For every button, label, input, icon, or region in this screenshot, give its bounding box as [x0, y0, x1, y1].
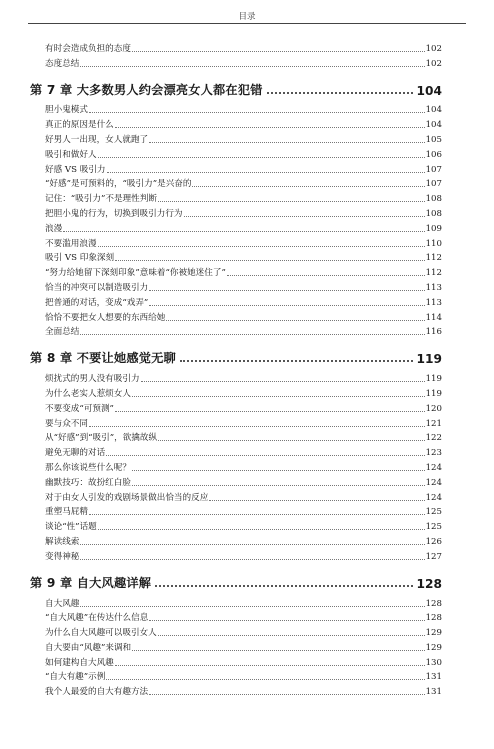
entry-title: 幽默技巧：故扮红白脸 [45, 477, 131, 488]
dot-leader [132, 470, 425, 471]
dot-leader [115, 260, 424, 261]
chapter-heading[interactable] [30, 563, 442, 595]
dot-leader [80, 544, 424, 545]
entry-title: 那么你该说些什么呢？ [45, 462, 131, 473]
toc-entry[interactable] [30, 161, 442, 176]
entry-page-number: 124 [425, 477, 442, 488]
toc-entry[interactable] [30, 190, 442, 205]
toc-entry[interactable] [30, 220, 442, 235]
dot-leader [89, 112, 425, 113]
entry-title: 浪漫 [45, 223, 63, 234]
dot-leader [132, 51, 425, 52]
entry-title: 记住：“吸引力”不是理性判断 [45, 194, 157, 205]
entry-title: 从“好感”到“吸引”，欲擒故纵 [45, 433, 158, 444]
entry-page-number: 124 [425, 492, 442, 503]
dot-leader [149, 620, 424, 621]
toc-entry[interactable] [30, 654, 442, 669]
entry-page-number: 120 [425, 403, 442, 414]
entry-page-number: 126 [425, 536, 442, 547]
dot-leader [80, 334, 424, 335]
dot-leader [115, 411, 425, 412]
toc-entry[interactable] [30, 669, 442, 684]
entry-title: 吸引和做好人 [45, 149, 97, 160]
dot-leader [106, 455, 424, 456]
dot-leader [80, 66, 424, 67]
entry-title: “努力给她留下深刻印象”意味着“你被她迷住了” [45, 268, 226, 279]
dot-leader [149, 305, 424, 306]
toc-entry[interactable] [30, 131, 442, 146]
entry-page-number: 106 [425, 149, 442, 160]
dot-leader [155, 585, 412, 587]
entry-page-number: 107 [425, 164, 442, 175]
entry-page-number: 108 [425, 194, 442, 205]
chapter-heading[interactable] [30, 338, 442, 370]
dot-leader [115, 665, 425, 666]
toc-entry[interactable] [30, 683, 442, 698]
entry-page-number: 113 [425, 282, 442, 293]
toc-entry[interactable] [30, 205, 442, 220]
dot-leader [80, 559, 424, 560]
chapter-title: 第 9 章 自大风趣详解 [30, 575, 152, 590]
dot-leader [158, 440, 424, 441]
entry-title: 解读线索 [45, 536, 80, 547]
running-header: 目录 [238, 12, 256, 22]
entry-title: 避免无聊的对话 [45, 448, 106, 459]
entry-title: 把普通的对话，变成“戏弄” [45, 297, 149, 308]
dot-leader [209, 500, 424, 501]
entry-title: 我个人最爱的自大有趣方法 [45, 687, 149, 698]
toc-entry[interactable] [30, 324, 442, 339]
toc-entry[interactable] [30, 40, 442, 55]
entry-page-number: 116 [425, 327, 442, 338]
dot-leader [132, 485, 425, 486]
toc-entry[interactable] [30, 548, 442, 563]
entry-page-number: 125 [425, 507, 442, 518]
entry-title: 要与众不同 [45, 418, 88, 429]
dot-leader [149, 142, 424, 143]
chapter-page-number: 119 [416, 352, 442, 367]
toc-entry[interactable] [30, 55, 442, 70]
entry-page-number: 109 [425, 223, 442, 234]
dot-leader [98, 157, 425, 158]
entry-page-number: 108 [425, 208, 442, 219]
toc-entry[interactable] [30, 444, 442, 459]
toc-entry[interactable] [30, 489, 442, 504]
entry-title: 对于由女人引发的戏剧场景做出恰当的反应 [45, 492, 209, 503]
entry-title: 为什么自大风趣可以吸引女人 [45, 628, 157, 639]
entry-title: 全面总结 [45, 327, 80, 338]
toc-entry[interactable] [30, 595, 442, 610]
toc-entry[interactable] [30, 235, 442, 250]
entry-title: 重塑马屁精 [45, 507, 88, 518]
dot-leader [98, 246, 425, 247]
dot-leader [80, 606, 424, 607]
chapter-page-number: 128 [416, 576, 442, 591]
entry-title: “自大风趣”在传达什么信息 [45, 613, 149, 624]
entry-page-number: 102 [425, 43, 442, 54]
entry-page-number: 124 [425, 462, 442, 473]
toc-entry[interactable] [30, 533, 442, 548]
entry-title: 不要滥用浪漫 [45, 238, 97, 249]
dot-leader [149, 290, 424, 291]
entry-page-number: 129 [425, 628, 442, 639]
dot-leader [267, 92, 413, 94]
dot-leader [89, 514, 425, 515]
toc-entry[interactable] [30, 294, 442, 309]
entry-page-number: 128 [425, 613, 442, 624]
toc-entry[interactable] [30, 279, 442, 294]
dot-leader [166, 320, 424, 321]
chapter-title: 第 8 章 不要让她感觉无聊 [30, 351, 176, 366]
toc-entry[interactable] [30, 146, 442, 161]
toc-entry[interactable] [30, 430, 442, 445]
toc-entry[interactable] [30, 116, 442, 131]
dot-leader [180, 360, 413, 362]
entry-title: 好感 VS 吸引力 [45, 164, 106, 175]
toc-entry[interactable] [30, 176, 442, 191]
toc-entry[interactable] [30, 102, 442, 117]
entry-page-number: 127 [425, 551, 442, 562]
header-rule [28, 23, 466, 24]
dot-leader [132, 650, 424, 651]
toc-entry[interactable] [30, 415, 442, 430]
toc-entry[interactable] [30, 610, 442, 625]
toc-entry[interactable] [30, 385, 442, 400]
entry-title: 恰恰不要把女人想要的东西给她 [45, 312, 166, 323]
toc-entry[interactable] [30, 624, 442, 639]
toc-entry[interactable] [30, 474, 442, 489]
entry-title: 吸引 VS 印象深刻 [45, 253, 115, 264]
entry-page-number: 105 [425, 134, 442, 145]
dot-leader [89, 426, 425, 427]
entry-title: 如何建构自大风趣 [45, 657, 114, 668]
entry-title: 有时会造成负担的态度 [45, 43, 131, 54]
toc-entry[interactable] [30, 309, 442, 324]
entry-title: 自大要由“风趣”来调和 [45, 642, 132, 653]
dot-leader [141, 381, 425, 382]
dot-leader [115, 127, 425, 128]
dot-leader [184, 216, 425, 217]
entry-title: 好男人一出现，女人就跑了 [45, 134, 149, 145]
table-of-contents [30, 40, 442, 698]
entry-title: 自大风趣 [45, 598, 80, 609]
toc-entry[interactable] [30, 459, 442, 474]
dot-leader [106, 679, 424, 680]
dot-leader [107, 172, 425, 173]
toc-entry[interactable] [30, 264, 442, 279]
entry-title: 真正的原因是什么 [45, 120, 114, 131]
entry-page-number: 112 [425, 268, 442, 279]
entry-title: 不要变成“可预测” [45, 403, 114, 414]
dot-leader [158, 635, 425, 636]
dot-leader [98, 529, 425, 530]
entry-page-number: 121 [425, 418, 442, 429]
entry-page-number: 104 [425, 120, 442, 131]
chapter-title: 第 7 章 大多数男人约会漂亮女人都在犯错 [30, 82, 263, 97]
entry-page-number: 119 [425, 374, 442, 385]
entry-page-number: 122 [425, 433, 442, 444]
toc-entry[interactable] [30, 370, 442, 385]
entry-title: 谈论“性”话题 [45, 522, 97, 533]
entry-title: 恰当的冲突可以制造吸引力 [45, 282, 149, 293]
toc-entry[interactable] [30, 400, 442, 415]
entry-page-number: 131 [425, 687, 442, 698]
dot-leader [132, 396, 425, 397]
entry-page-number: 102 [425, 58, 442, 69]
entry-page-number: 131 [425, 672, 442, 683]
toc-entry[interactable] [30, 250, 442, 265]
entry-page-number: 110 [425, 238, 442, 249]
entry-page-number: 104 [425, 105, 442, 116]
entry-page-number: 114 [425, 312, 442, 323]
chapter-heading[interactable] [30, 70, 442, 102]
entry-title: 烦扰式的男人没有吸引力 [45, 374, 140, 385]
entry-page-number: 125 [425, 522, 442, 533]
entry-page-number: 119 [425, 388, 442, 399]
dot-leader [227, 275, 425, 276]
entry-page-number: 123 [425, 448, 442, 459]
entry-title: 胆小鬼模式 [45, 105, 88, 116]
entry-title: 把胆小鬼的行为，切换到吸引力行为 [45, 208, 183, 219]
entry-page-number: 128 [425, 598, 442, 609]
dot-leader [149, 694, 424, 695]
entry-title: 为什么老实人惹烦女人 [45, 388, 131, 399]
entry-title: 变得神秘 [45, 551, 80, 562]
dot-leader [63, 231, 424, 232]
entry-title: “好感”是可预料的，“吸引力”是兴奋的 [45, 179, 192, 190]
dot-leader [158, 201, 425, 202]
dot-leader [192, 186, 424, 187]
entry-page-number: 112 [425, 253, 442, 264]
chapter-page-number: 104 [416, 83, 442, 98]
entry-page-number: 113 [425, 297, 442, 308]
toc-entry[interactable] [30, 639, 442, 654]
entry-page-number: 129 [425, 642, 442, 653]
entry-page-number: 107 [425, 179, 442, 190]
entry-page-number: 130 [425, 657, 442, 668]
entry-title: 态度总结 [45, 58, 80, 69]
toc-entry[interactable] [30, 518, 442, 533]
toc-entry[interactable] [30, 504, 442, 519]
entry-title: “自大有趣”示例 [45, 672, 106, 683]
